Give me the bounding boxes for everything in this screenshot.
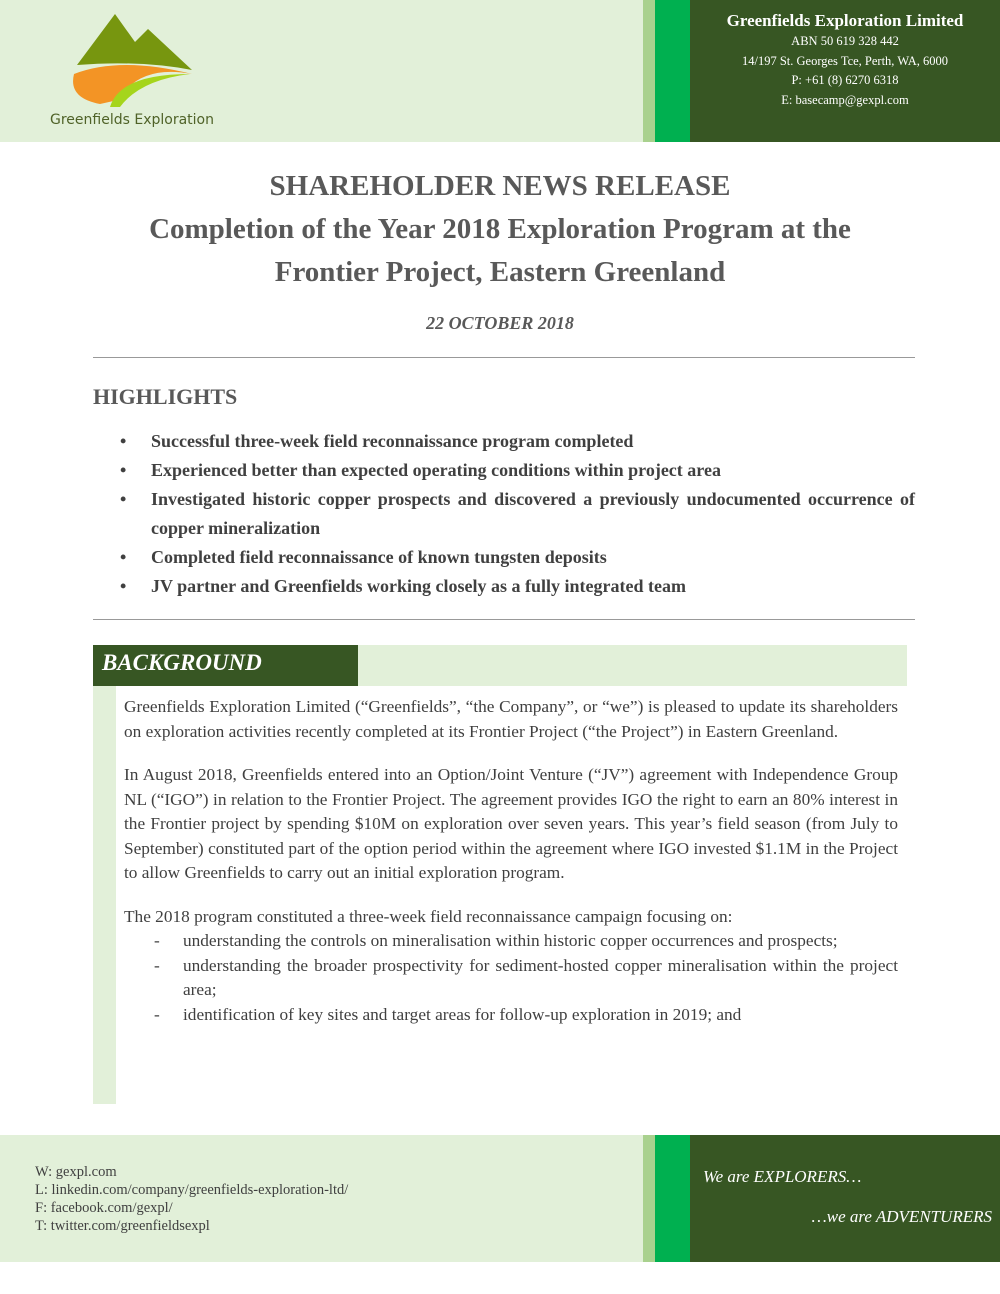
title-line-3: Frontier Project, Eastern Greenland <box>274 256 726 288</box>
page-title <box>0 165 1000 294</box>
logo-text: Greenfields Exploration <box>50 112 214 128</box>
list-item: • JV partner and Greenfields working closely as a fully integrated team <box>120 572 915 601</box>
paragraph: In August 2018, Greenfields entered into an Option/Joint Venture (“JV”) agreement with Independence Group NL (“IGO”) in relation to the Frontier Project. The agreement provides IGO the right to earn an 80% interest in the Frontier project by spending $10M on exploration over seven years. This year’s field season (from July to September) constituted part of the option period within the agreement where IGO invested $1.1M in the Project to allow Greenfields to carry out an initial exploration program. <box>124 765 898 882</box>
address: 14/197 St. Georges Tce, Perth, WA, 6000 <box>741 53 949 68</box>
focus-list <box>124 929 898 1027</box>
company-details <box>690 0 1000 142</box>
background-heading: BACKGROUND <box>93 645 358 686</box>
company-name: Greenfields Exploration Limited <box>726 11 964 30</box>
title-line-1: SHAREHOLDER NEWS RELEASE <box>269 170 731 202</box>
background-body <box>124 695 898 1027</box>
paragraph: Greenfields Exploration Limited (“Greenfields”, “the Company”, or “we”) is pleased to update its shareholders on exploration activities recently completed at its Frontier Project (“the Project”) in Eastern Greenland. <box>124 697 898 741</box>
background-header-bar <box>93 645 907 686</box>
list-item: - understanding the broader prospectivity for sediment-hosted copper mineralisation within the project area; <box>124 954 898 1003</box>
twitter-link[interactable]: T: twitter.com/greenfieldsexpl <box>35 1218 210 1234</box>
section-accent-strip <box>93 686 116 1104</box>
tagline-2: …we are ADVENTURERS <box>811 1207 992 1226</box>
title-line-2: Completion of the Year 2018 Exploration Program at the <box>149 213 851 245</box>
website-link[interactable]: W: gexpl.com <box>35 1164 117 1180</box>
list-item: • Investigated historic copper prospects and discovered a previously undocumented occurrence of copper mineralization <box>120 485 915 543</box>
abn: ABN 50 619 328 442 <box>791 34 899 48</box>
email: E: basecamp@gexpl.com <box>781 92 909 107</box>
list-item: - identification of key sites and target areas for follow-up exploration in 2019; and <box>124 1003 898 1028</box>
footer <box>0 1135 1000 1262</box>
divider <box>93 619 915 620</box>
divider <box>93 357 915 358</box>
letterhead <box>0 0 1000 142</box>
list-item: - understanding the controls on mineralisation within historic copper occurrences and prospects; <box>124 929 898 954</box>
paragraph: The 2018 program constituted a three-week field reconnaissance campaign focusing on: <box>124 906 733 926</box>
highlights-list <box>120 427 915 601</box>
list-item: • Experienced better than expected operating conditions within project area <box>120 456 915 485</box>
footer-links <box>35 1163 348 1235</box>
list-item: • Completed field reconnaissance of known tungsten deposits <box>120 543 915 572</box>
list-item: • Successful three-week field reconnaissance program completed <box>120 427 915 456</box>
linkedin-link[interactable]: L: linkedin.com/company/greenfields-exploration-ltd/ <box>35 1182 349 1198</box>
phone: P: +61 (8) 6270 6318 <box>791 73 899 87</box>
facebook-link[interactable]: F: facebook.com/gexpl/ <box>35 1200 173 1216</box>
highlights-heading: HIGHLIGHTS <box>93 384 238 409</box>
tagline-1: We are EXPLORERS… <box>703 1167 862 1186</box>
logo-mountain-icon <box>50 12 200 112</box>
release-date: 22 OCTOBER 2018 <box>426 313 574 333</box>
